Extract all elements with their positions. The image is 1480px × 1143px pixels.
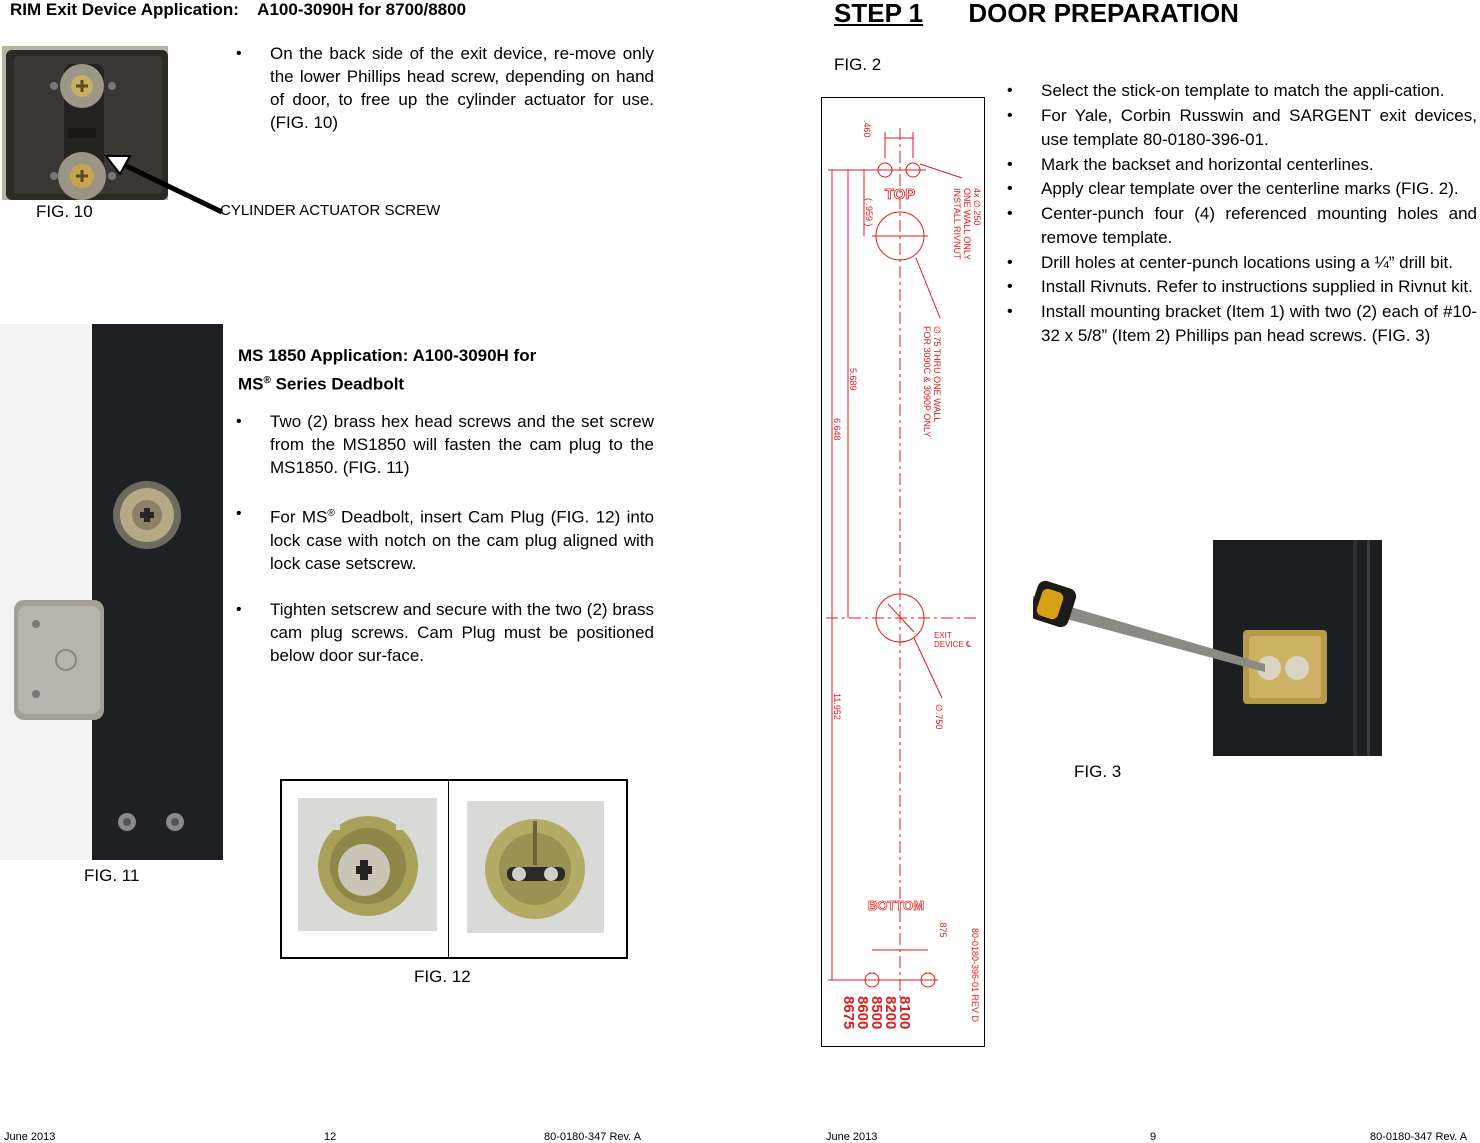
ms-bullet-1: • Two (2) brass hex head screws and the set screw from the MS1850 will fasten the cam plug to the MS1850. (FIG. 11) [234,410,654,479]
left-footer-date: June 2013 [4,1131,56,1143]
fig2-label: FIG. 2 [834,55,882,74]
cylinder-actuator-label: CYLINDER ACTUATOR SCREW [220,202,441,219]
dim-875: .875 [938,920,948,938]
step1-bullet: • Select the stick-on template to match the appli-cation. [1005,79,1477,104]
exit-device-label-2: DEVICE ℄ [934,640,972,649]
fig12-divider [448,781,449,957]
left-footer-page: 12 [324,1131,337,1143]
fig3-label: FIG. 3 [1074,762,1122,781]
fig2-template [821,97,985,1047]
exit-device-label-1: EXIT [934,631,952,640]
ms-bullet-2-a: For MS [270,507,328,527]
note-rivnut-1: 4x ∅.250 [972,188,982,226]
part-number: 80-0180-396-01 REV D [970,928,980,1023]
dim-959: ( .959 ) [864,198,874,227]
ms-heading-rest: Series Deadbolt [270,374,405,394]
rim-bullet-list [234,42,654,134]
step-number: STEP 1 [834,0,924,28]
model-8100: 8100 [896,996,913,1030]
registered-mark: ® [263,375,271,386]
fig3-photo [1033,540,1382,756]
ms-bullet-2-b: Deadbolt, insert Cam Plug (FIG. [334,507,590,527]
note-thru-1: ∅.75 THRU ONE WALL [932,326,942,423]
ms-heading-line2 [238,368,536,397]
model-8200: 8200 [882,996,899,1030]
fig12-label: FIG. 12 [414,967,471,986]
ms-bullet-3: • Tighten setscrew and secure with the two (2) brass cam plug screws. Cam Plug must be positioned below door sur-face. [234,598,654,667]
step1-bullet: • Install Rivnuts. Refer to instructions supplied in Rivnut kit. [1005,275,1477,300]
note-rivnut-2: ONE WALL ONLY [962,188,972,261]
ms-heading-ms: MS [238,374,264,394]
ms-bullet-2-c: 12) into lock case with notch on the cam plug aligned with lock case setscrew. [270,507,655,573]
note-rivnut-3: INSTALL RIVNUT [952,188,962,260]
step1-bullet: • Apply clear template over the centerline marks (FIG. 2). [1005,177,1477,202]
right-footer-page: 9 [1150,1131,1157,1143]
left-page-header: RIM Exit Device Application: A100-3090H for 8700/8800 [10,0,467,19]
template-top-label: TOP [884,186,916,203]
dim-11952: 11.952 [832,693,842,720]
arrow-icon [100,150,230,220]
note-thru-2: FOR 3090C & 3090P ONLY [922,326,932,438]
ms-heading-line1: MS 1850 Application: A100-3090H for [238,346,537,365]
fig10-label: FIG. 10 [36,202,93,221]
model-8500: 8500 [868,996,885,1030]
step1-bullet: • Mark the backset and horizontal centerlines. [1005,153,1477,178]
step1-bullet: • Drill holes at center-punch locations using a ¼” drill bit. [1005,251,1477,276]
dim-5689: 5.689 [848,368,858,391]
cam-plug-front-photo [298,798,437,931]
right-footer-doc: 80-0180-347 Rev. A [1370,1131,1468,1143]
note-750: ∅.750 [934,704,944,730]
left-footer-doc: 80-0180-347 Rev. A [544,1131,642,1143]
registered-mark: ® [327,508,335,519]
ms-bullet-list [234,410,654,667]
step1-bullet: • Install mounting bracket (Item 1) with two (2) each of #10-32 x 5/8” (Item 2) Phillips pan head screws. (FIG. 3) [1005,300,1477,349]
step1-bullet: • For Yale, Corbin Russwin and SARGENT exit devices, use template 80-0180-396-01. [1005,104,1477,153]
step1-bullet-list [1005,79,1477,349]
model-8600: 8600 [854,996,871,1030]
cam-plug-back-photo [467,801,604,933]
step-title: DOOR PREPARATION [968,0,1239,28]
fig11-photo [0,324,223,860]
step-heading [834,0,1239,29]
dim-460: .460 [862,120,872,138]
fig11-label: FIG. 11 [84,866,140,885]
template-bottom-label: BOTTOM [867,898,925,913]
model-8675: 8675 [840,996,857,1030]
step1-bullet: • Center-punch four (4) referenced mounting holes and remove template. [1005,202,1477,251]
ms-bullet-2 [234,502,654,575]
fig12-box [280,779,628,959]
rim-bullet: • On the back side of the exit device, re-move only the lower Phillips head screw, depending on hand of door, to free up the cylinder actuator for use. (FIG. 10) [234,42,654,134]
dim-6648: 6.648 [832,418,842,441]
ms-heading [238,343,536,397]
right-footer-date: June 2013 [826,1131,878,1143]
